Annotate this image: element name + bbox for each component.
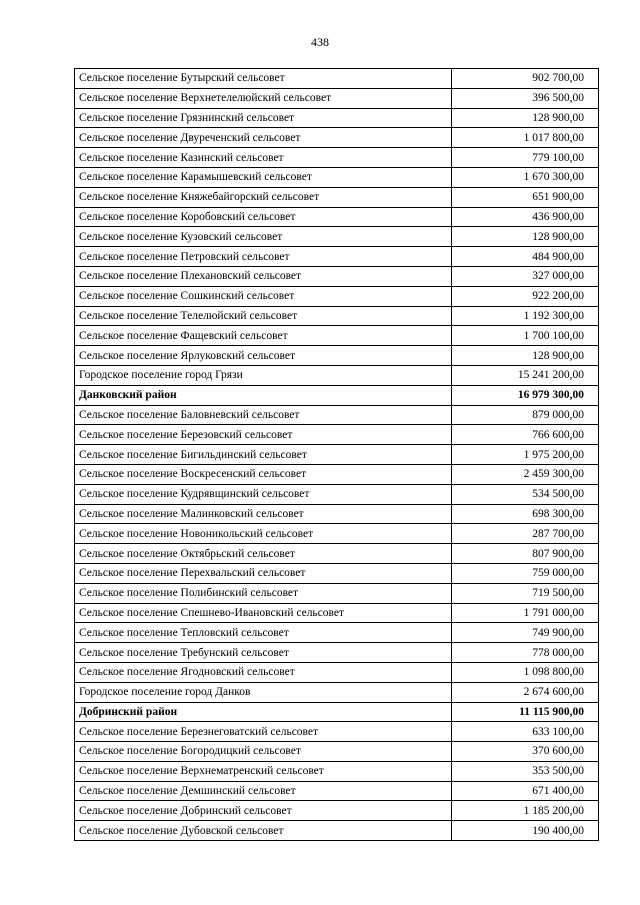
amount-cell: 2 674 600,00 bbox=[452, 682, 599, 702]
settlement-name-cell: Сельское поселение Богородицкий сельсовет bbox=[75, 742, 452, 762]
settlement-name-cell: Сельское поселение Плехановский сельсовет bbox=[75, 266, 452, 286]
table-row bbox=[75, 266, 599, 286]
amount-cell: 719 500,00 bbox=[452, 583, 599, 603]
amount-cell: 1 192 300,00 bbox=[452, 306, 599, 326]
table-row bbox=[75, 504, 599, 524]
settlement-name-cell: Сельское поселение Березовский сельсовет bbox=[75, 425, 452, 445]
table-row bbox=[75, 821, 599, 841]
settlement-name-cell: Сельское поселение Полибинский сельсовет bbox=[75, 583, 452, 603]
amount-cell: 287 700,00 bbox=[452, 524, 599, 544]
amount-cell: 779 100,00 bbox=[452, 148, 599, 168]
table-row bbox=[75, 544, 599, 564]
table-row bbox=[75, 128, 599, 148]
settlement-name-cell: Сельское поселение Грязнинский сельсовет bbox=[75, 108, 452, 128]
table-row bbox=[75, 563, 599, 583]
settlement-name-cell: Сельское поселение Двуреченский сельсовет bbox=[75, 128, 452, 148]
table-row bbox=[75, 643, 599, 663]
amount-cell: 190 400,00 bbox=[452, 821, 599, 841]
amount-cell: 778 000,00 bbox=[452, 643, 599, 663]
district-total-cell: 16 979 300,00 bbox=[452, 385, 599, 405]
table-row bbox=[75, 187, 599, 207]
amount-cell: 1 700 100,00 bbox=[452, 326, 599, 346]
settlement-name-cell: Сельское поселение Бутырский сельсовет bbox=[75, 69, 452, 89]
table-row bbox=[75, 286, 599, 306]
table-row bbox=[75, 207, 599, 227]
settlement-name-cell: Сельское поселение Малинковский сельсовет bbox=[75, 504, 452, 524]
table-row bbox=[75, 227, 599, 247]
settlement-name-cell: Городское поселение город Грязи bbox=[75, 365, 452, 385]
amount-cell: 484 900,00 bbox=[452, 247, 599, 267]
settlement-name-cell: Сельское поселение Княжебайгорский сельсовет bbox=[75, 187, 452, 207]
page-number: 438 bbox=[311, 35, 329, 49]
table-row bbox=[75, 464, 599, 484]
settlement-name-cell: Сельское поселение Перехвальский сельсовет bbox=[75, 563, 452, 583]
table-row bbox=[75, 623, 599, 643]
amount-cell: 879 000,00 bbox=[452, 405, 599, 425]
table-row bbox=[75, 167, 599, 187]
table-row bbox=[75, 761, 599, 781]
table-row bbox=[75, 108, 599, 128]
settlement-name-cell: Сельское поселение Казинский сельсовет bbox=[75, 148, 452, 168]
amount-cell: 370 600,00 bbox=[452, 742, 599, 762]
table-row bbox=[75, 69, 599, 89]
settlement-name-cell: Сельское поселение Телелюйский сельсовет bbox=[75, 306, 452, 326]
settlement-name-cell: Сельское поселение Карамышевский сельсовет bbox=[75, 167, 452, 187]
amount-cell: 327 000,00 bbox=[452, 266, 599, 286]
table-row bbox=[75, 722, 599, 742]
settlement-name-cell: Сельское поселение Кудрявщинский сельсовет bbox=[75, 484, 452, 504]
table-row bbox=[75, 425, 599, 445]
amount-cell: 698 300,00 bbox=[452, 504, 599, 524]
table-row bbox=[75, 781, 599, 801]
amount-cell: 2 459 300,00 bbox=[452, 464, 599, 484]
settlement-name-cell: Сельское поселение Верхнематренский сельсовет bbox=[75, 761, 452, 781]
table-row bbox=[75, 484, 599, 504]
amount-cell: 671 400,00 bbox=[452, 781, 599, 801]
district-total-cell: 11 115 900,00 bbox=[452, 702, 599, 722]
amount-cell: 436 900,00 bbox=[452, 207, 599, 227]
table-row bbox=[75, 583, 599, 603]
settlement-name-cell: Сельское поселение Добринский сельсовет bbox=[75, 801, 452, 821]
settlement-name-cell: Сельское поселение Бигильдинский сельсовет bbox=[75, 445, 452, 465]
settlement-name-cell: Сельское поселение Спешнево-Ивановский сельсовет bbox=[75, 603, 452, 623]
settlement-name-cell: Сельское поселение Березнеговатский сельсовет bbox=[75, 722, 452, 742]
settlement-name-cell: Сельское поселение Сошкинский сельсовет bbox=[75, 286, 452, 306]
amount-cell: 1 670 300,00 bbox=[452, 167, 599, 187]
settlement-name-cell: Сельское поселение Новоникольский сельсовет bbox=[75, 524, 452, 544]
table-row bbox=[75, 524, 599, 544]
settlement-name-cell: Сельское поселение Фащевский сельсовет bbox=[75, 326, 452, 346]
amount-cell: 1 098 800,00 bbox=[452, 662, 599, 682]
amount-cell: 128 900,00 bbox=[452, 108, 599, 128]
table-row bbox=[75, 405, 599, 425]
table-row bbox=[75, 742, 599, 762]
settlement-name-cell: Сельское поселение Воскресенский сельсовет bbox=[75, 464, 452, 484]
amount-cell: 633 100,00 bbox=[452, 722, 599, 742]
settlement-name-cell: Сельское поселение Демшинский сельсовет bbox=[75, 781, 452, 801]
table-row bbox=[75, 148, 599, 168]
settlement-name-cell: Сельское поселение Верхнетелелюйский сельсовет bbox=[75, 88, 452, 108]
amount-cell: 766 600,00 bbox=[452, 425, 599, 445]
amount-cell: 534 500,00 bbox=[452, 484, 599, 504]
amount-cell: 902 700,00 bbox=[452, 69, 599, 89]
settlement-name-cell: Городское поселение город Данков bbox=[75, 682, 452, 702]
district-name-cell: Данковский район bbox=[75, 385, 452, 405]
table-row bbox=[75, 603, 599, 623]
budget-allocation-table bbox=[74, 68, 599, 841]
settlement-name-cell: Сельское поселение Ягодновский сельсовет bbox=[75, 662, 452, 682]
amount-cell: 807 900,00 bbox=[452, 544, 599, 564]
amount-cell: 1 185 200,00 bbox=[452, 801, 599, 821]
amount-cell: 353 500,00 bbox=[452, 761, 599, 781]
amount-cell: 128 900,00 bbox=[452, 227, 599, 247]
settlement-name-cell: Сельское поселение Баловневский сельсовет bbox=[75, 405, 452, 425]
amount-cell: 1 017 800,00 bbox=[452, 128, 599, 148]
settlement-name-cell: Сельское поселение Дубовской сельсовет bbox=[75, 821, 452, 841]
settlement-name-cell: Сельское поселение Кузовский сельсовет bbox=[75, 227, 452, 247]
amount-cell: 128 900,00 bbox=[452, 346, 599, 366]
table-row bbox=[75, 326, 599, 346]
amount-cell: 1 975 200,00 bbox=[452, 445, 599, 465]
table-body bbox=[75, 69, 599, 841]
settlement-name-cell: Сельское поселение Требунский сельсовет bbox=[75, 643, 452, 663]
district-row bbox=[75, 702, 599, 722]
amount-cell: 651 900,00 bbox=[452, 187, 599, 207]
table-row bbox=[75, 306, 599, 326]
amount-cell: 396 500,00 bbox=[452, 88, 599, 108]
district-name-cell: Добринский район bbox=[75, 702, 452, 722]
amount-cell: 759 000,00 bbox=[452, 563, 599, 583]
amount-cell: 922 200,00 bbox=[452, 286, 599, 306]
table-row bbox=[75, 346, 599, 366]
district-row bbox=[75, 385, 599, 405]
table-row bbox=[75, 247, 599, 267]
table-row bbox=[75, 88, 599, 108]
table-row bbox=[75, 682, 599, 702]
settlement-name-cell: Сельское поселение Петровский сельсовет bbox=[75, 247, 452, 267]
settlement-name-cell: Сельское поселение Октябрьский сельсовет bbox=[75, 544, 452, 564]
amount-cell: 749 900,00 bbox=[452, 623, 599, 643]
table-row bbox=[75, 662, 599, 682]
amount-cell: 15 241 200,00 bbox=[452, 365, 599, 385]
table-row bbox=[75, 801, 599, 821]
settlement-name-cell: Сельское поселение Коробовский сельсовет bbox=[75, 207, 452, 227]
settlement-name-cell: Сельское поселение Ярлуковский сельсовет bbox=[75, 346, 452, 366]
table-row bbox=[75, 365, 599, 385]
settlement-name-cell: Сельское поселение Тепловский сельсовет bbox=[75, 623, 452, 643]
amount-cell: 1 791 000,00 bbox=[452, 603, 599, 623]
table-row bbox=[75, 445, 599, 465]
